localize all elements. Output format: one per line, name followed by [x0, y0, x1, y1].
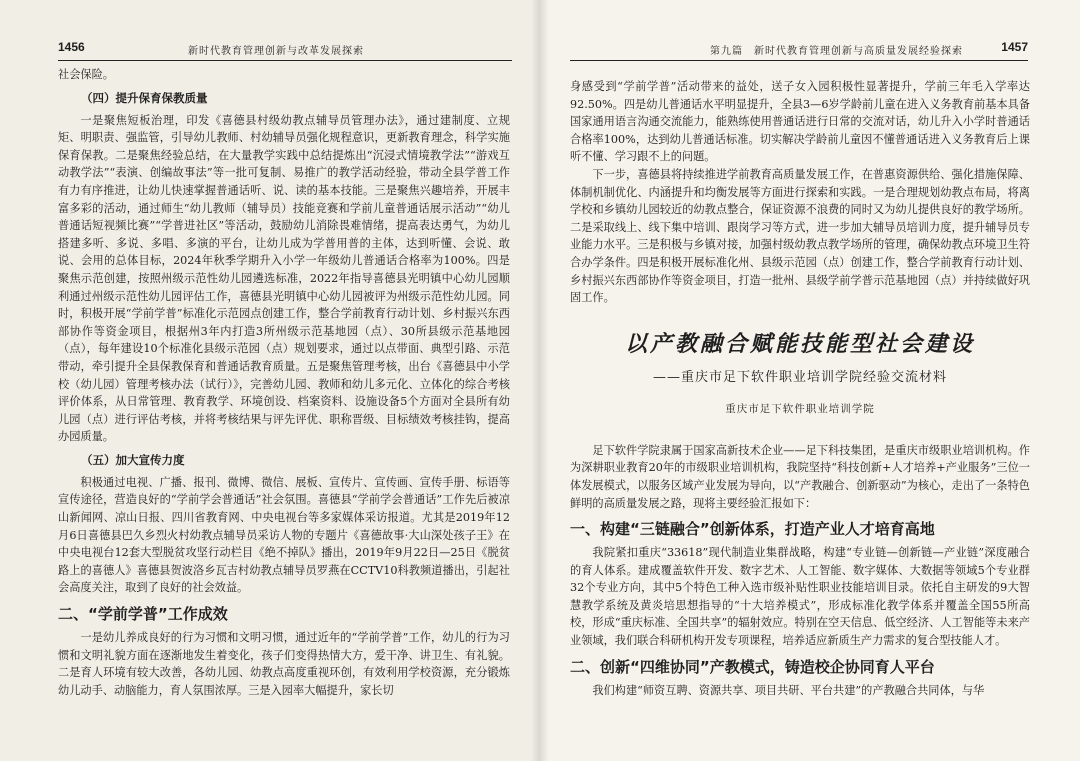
- left-section-heading-5: （五）加大宣传力度: [81, 452, 185, 467]
- right-running-head: 第九篇 新时代教育管理创新与高质量发展经验探索: [710, 46, 963, 57]
- article-subtitle: ——重庆市足下软件职业培训学院经验交流材料: [652, 369, 947, 385]
- right-para-1: 下一步，喜德县将持续推进学前教育高质量发展工作，在普惠资源供给、强化措施保障、体制机制优化、内涵提升和均衡发展等方面进行探索和实践。一是合理规划幼教点布局，将离学校和乡镇幼儿园较近的幼教点整合，保证资源不浪费的同时又为幼儿提供良好的教学场所。二是采取线上、线下集中培训、跟岗学习等方式，进一步加大辅导员培训力度，提升辅导员专业能力水平。三是积极与乡镇对接，加强村级幼教点教学场所的管理，确保幼教点环境卫生符合办学条件。四是积极开展标准化州、县级示范园（点）创建工作，整合学前教育行动计划、乡村振兴东西部协作等资金项目，打造一批州、县级学前学普示范基地园（点）并持续做好巩固工作。: [570, 167, 1030, 305]
- right-page: [540, 0, 1080, 761]
- left-page-header: [58, 34, 512, 61]
- right-para-0: 身感受到“学前学普”活动带来的益处，送子女入园积极性显著提升，学前三年毛入学率达92.50%。四是幼儿普通话水平明显提升，全县3—6岁学龄前儿童在进入义务教育前基本具备国家通用语言沟通交流能力，能熟练使用普通话进行日常的交流对话，幼儿升入小学时普通话合格率100%，达到幼儿普通话标准。切实解决学龄前儿童因不懂普通话进入义务教育后上课听不懂、学习跟不上的问题。: [570, 80, 1030, 164]
- book-gutter-shadow: [531, 0, 549, 761]
- right-section-heading-2: 二、创新“四维协同”产教模式，铸造校企协同育人平台: [570, 657, 935, 676]
- right-page-body: [570, 78, 1030, 699]
- left-para-1: 一是聚焦短板治理，印发《喜德县村级幼教点辅导员管理办法》，通过建制度、立规矩、明职责、强监管，引导幼儿教师、村幼辅导员强化规程意识，更新教育理念，科学实施保育保教。二是聚焦经验总结，在大量教学实践中总结提炼出“沉浸式情境教学法”“游戏互动教学法”“表演、创编故事法”等一批可复制、易推广的教学活动经验，带动全县学普工作有力有序推进，让幼儿快速掌握普通话听、说、读的基本技能。三是聚焦兴趣培养，开展丰富多彩的活动，通过师生“幼儿教师（辅导员）技能竞赛和学前儿童普通话展示活动”“幼儿普通话短视频比赛”“学普进社区”等活动，鼓励幼儿消除畏难情绪，提高表达勇气，为幼儿搭建多听、多说、多唱、多演的平台，让幼儿成为学普用普的主体，达到听懂、会说、敢说、会用的总体目标，2024年秋季学期升入小学一年级幼儿普通话合格率为100%。四是聚焦示范创建，按照州级示范性幼儿园遴选标准，2022年指导喜德县光明镇中心幼儿园顺利通过州级示范性幼儿园评估工作，喜德县光明镇中心幼儿园被评为州级示范性幼儿园。同时，积极开展“学前学普”标准化示范园点创建工作，整合学前教育行动计划、乡村振兴东西部协作等资金项目，根据州3年内打造3所州级示范基地园（点）、30所县级示范基地园（点），每年建设10个标准化县级示范园（点）规划要求，通过以点带面、典型引路、示范带动，牵引提升全县保教保育和普通话教育质量。五是聚焦管理考核，出台《喜德县中小学校（幼儿园）管理考核办法（试行）》，完善幼儿园、教师和幼儿多元化、立体化的综合考核评价体系，从日常管理、教育教学、环境创设、档案资料、设施设备5个方面对全县所有幼儿园（点）进行评估考核，并将考核结果与评先评优、职称晋级、目标绩效考核挂钩，提高办园质量。: [58, 113, 510, 444]
- left-para-0: 社会保险。: [58, 68, 114, 81]
- left-section-heading-4: （四）提升保育保教质量: [81, 90, 208, 105]
- right-para-2: 足下软件学院隶属于国家高新技术企业——足下科技集团，是重庆市级职业培训机构。作为深耕职业教育20年的市级职业培训机构，我院坚持“科技创新+人才培养+产业服务”三位一体发展模式，以服务区域产业发展为导向，以“产教融合、创新驱动”为核心，走出了一条特色鲜明的高质量发展之路，现将主要经验汇报如下：: [570, 443, 1030, 510]
- left-page-number: 1456: [58, 40, 85, 54]
- left-section-heading-2: 二、“学前学普”工作成效: [58, 605, 228, 624]
- article-title: 以产教融合赋能技能型社会建设: [624, 331, 975, 357]
- right-section-heading-1: 一、构建“三链融合”创新体系，打造产业人才培育高地: [570, 520, 935, 539]
- right-para-3: 我院紧扣重庆“33618”现代制造业集群战略，构建“专业链—创新链—产业链”深度融合的育人体系。建成覆盖软件开发、数字艺术、人工智能、数字媒体、大数据等领域5个专业群32个专业方向，其中5个特色工种入选市级补贴性职业技能培训目录。依托自主研发的9大智慧教学系统及黄炎培思想指导的“十大培养模式”，形成标准化教学体系并覆盖全国55所高校，形成“重庆标准、全国共享”的辐射效应。特别在空天信息、低空经济、人工智能等未来产业领域，我们联合科研机构开发专项课程，培养适应新质生产力需求的复合型技能人才。: [570, 546, 1030, 648]
- left-running-head: 新时代教育管理创新与改革发展探索: [188, 46, 364, 57]
- left-para-2: 积极通过电视、广播、报刊、微博、微信、展板、宣传片、宣传画、宣传手册、标语等宣传途径，营造良好的“学前学会普通话”社会氛围。喜德县“学前学会普通话”工作先后被凉山新闻网、凉山日报、四川省教育网、中央电视台等多家媒体采访报道。尤其是2019年12月6日喜德县巴久乡烈火村幼教点辅导员采访人物的专题片《喜德故事·大山深处孩子王》在中央电视台12套大型脱贫攻坚行动栏目《绝不掉队》播出，2019年9月22日—25日《脱贫路上的喜德人》喜德县贺波洛乡瓦吉村幼教点辅导员罗燕在CCTV10科教频道播出，引起社会高度关注，取到了良好的社会效益。: [58, 475, 510, 595]
- right-para-4: 我们构建“师资互聘、资源共享、项目共研、平台共建”的产教融合共同体，与华: [592, 683, 985, 697]
- right-page-number: 1457: [1001, 40, 1028, 54]
- article-author: 重庆市足下软件职业培训学院: [725, 402, 875, 415]
- right-page-header: [570, 34, 1028, 61]
- left-para-3: 一是幼儿养成良好的行为习惯和文明习惯，通过近年的“学前学普”工作，幼儿的行为习惯和文明礼貌方面在逐渐地发生着变化，孩子们变得热情大方，爱干净、讲卫生、有礼貌。二是育人环境有较大改善，各幼儿园、幼教点高度重视环创，有效利用学校资源，充分锻炼幼儿动手、动脑能力，育人氛围浓厚。三是入园率大幅提升，家长切: [58, 631, 510, 697]
- left-page-body: [58, 66, 510, 699]
